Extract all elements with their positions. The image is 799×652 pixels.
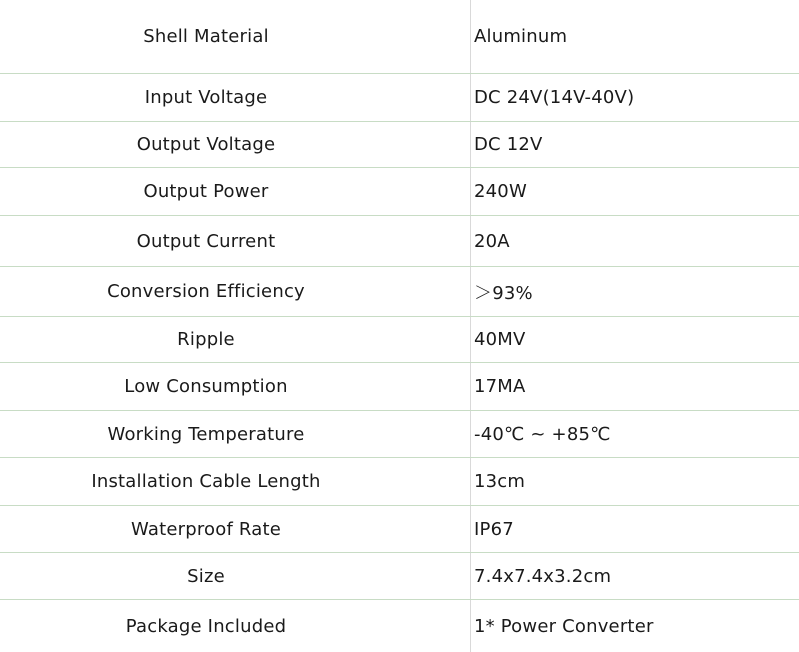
table-row xyxy=(0,553,799,600)
spec-label: Shell Material xyxy=(143,26,269,47)
table-row xyxy=(0,317,799,363)
spec-label: Input Voltage xyxy=(144,87,268,108)
table-row xyxy=(0,122,799,168)
spec-label: Output Power xyxy=(143,181,269,202)
spec-label: Output Voltage xyxy=(136,134,276,155)
spec-value: DC 12V xyxy=(474,134,543,155)
spec-label: Low Consumption xyxy=(124,376,288,397)
table-row xyxy=(0,506,799,553)
spec-value: 17MA xyxy=(474,376,526,397)
spec-label: Ripple xyxy=(177,329,235,350)
spec-value: 13cm xyxy=(474,471,526,492)
spec-label: Installation Cable Length xyxy=(91,471,321,492)
spec-value: -40℃ ~ +85℃ xyxy=(474,423,611,445)
table-row xyxy=(0,363,799,411)
spec-value: 7.4x7.4x3.2cm xyxy=(474,565,612,587)
table-row xyxy=(0,411,799,458)
spec-value: 40MV xyxy=(474,329,526,350)
spec-value: 1* Power Converter xyxy=(474,615,654,637)
spec-value: Aluminum xyxy=(474,26,568,47)
spec-value: DC 24V(14V-40V) xyxy=(474,87,635,108)
spec-label: Conversion Efficiency xyxy=(107,281,305,302)
spec-label: Output Current xyxy=(136,230,276,252)
table-row xyxy=(0,216,799,267)
table-row xyxy=(0,168,799,216)
table-row xyxy=(0,74,799,122)
spec-label: Size xyxy=(187,565,225,587)
spec-value: 240W xyxy=(474,181,527,202)
spec-label: Waterproof Rate xyxy=(131,518,281,540)
table-row xyxy=(0,267,799,317)
table-row xyxy=(0,458,799,506)
spec-value: 20A xyxy=(474,230,510,252)
spec-value: ＞93% xyxy=(474,282,533,304)
spec-label: Package Included xyxy=(125,615,287,637)
table-row xyxy=(0,0,799,74)
spec-label: Working Temperature xyxy=(107,423,305,445)
spec-value: IP67 xyxy=(474,518,514,540)
table-row xyxy=(0,600,799,652)
